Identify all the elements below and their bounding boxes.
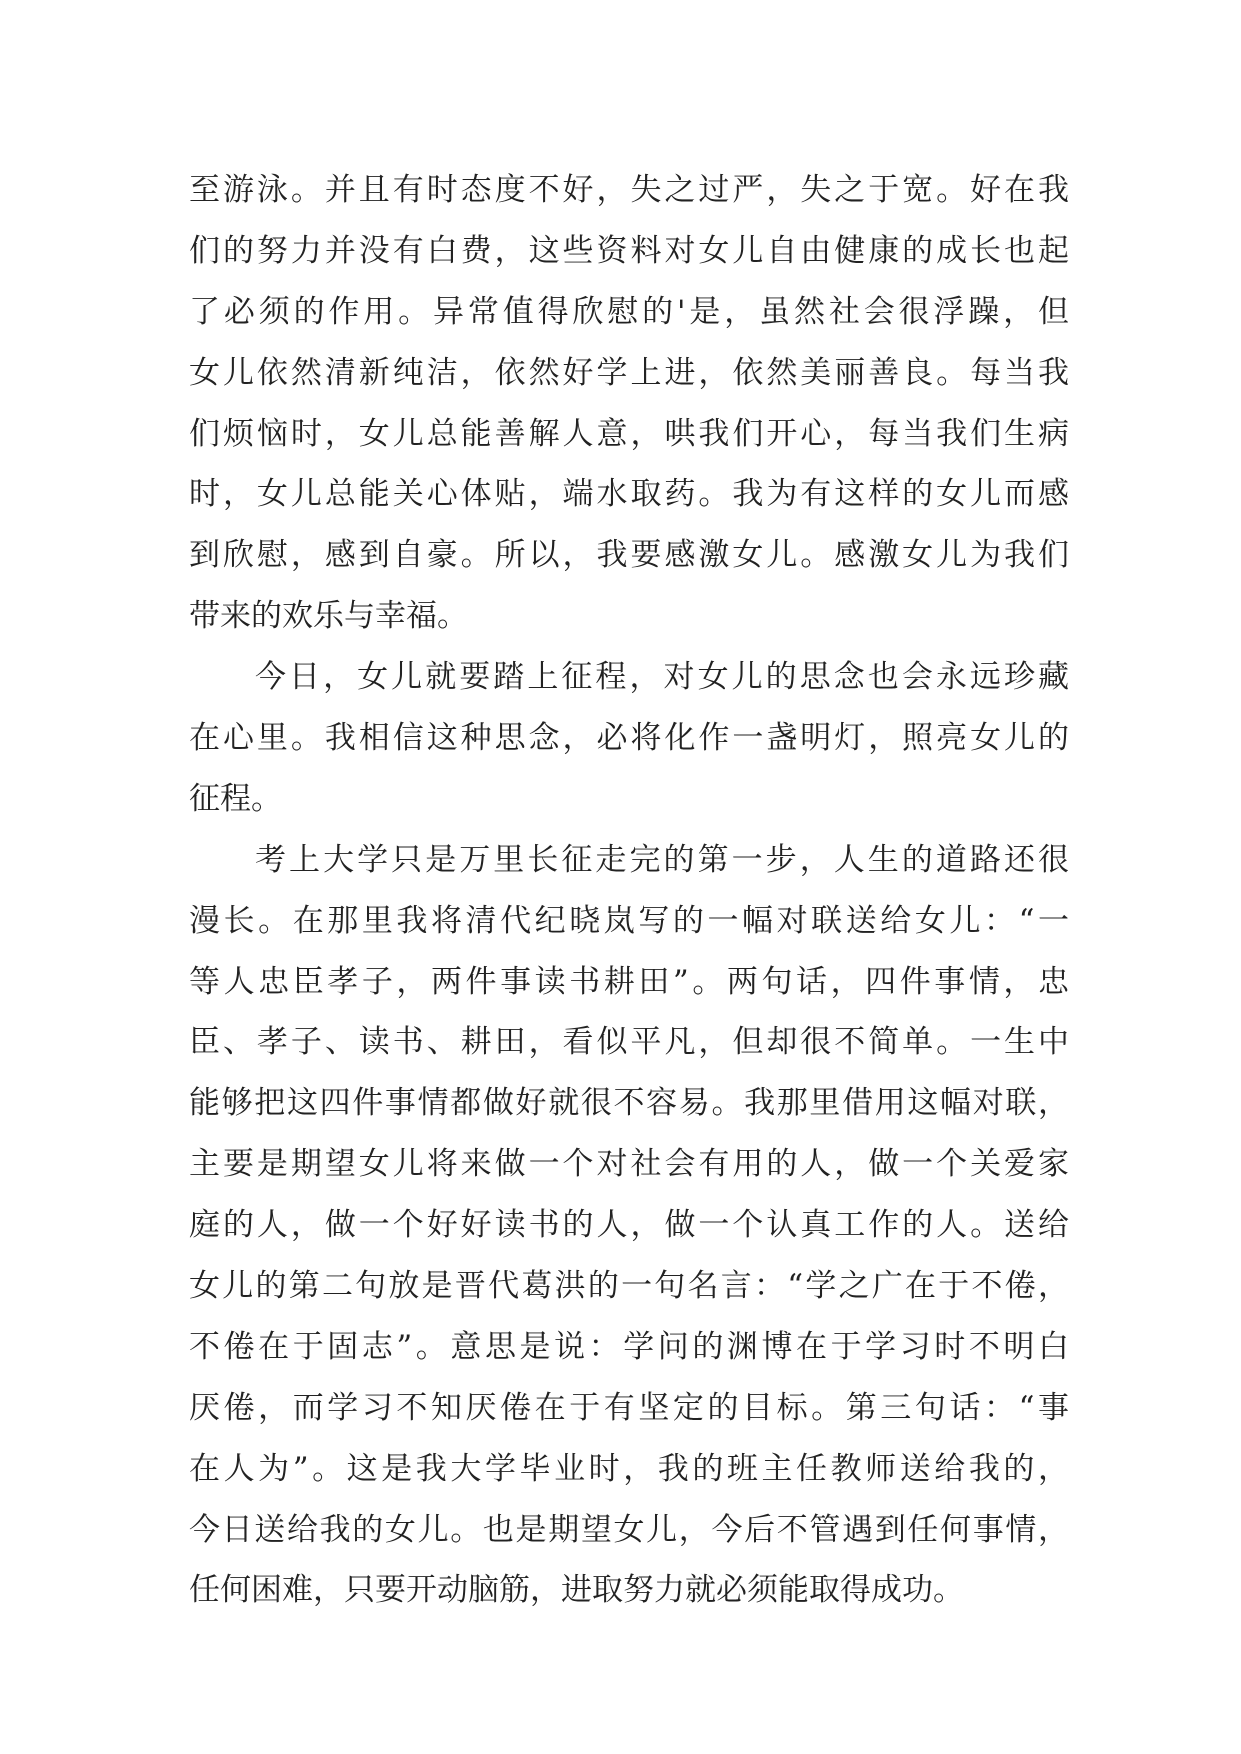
text-line: 时，女儿总能关心体贴，端水取药。我为有这样的女儿而感 bbox=[189, 476, 1069, 513]
text-line: 们的努力并没有白费，这些资料对女儿自由健康的成长也起 bbox=[189, 232, 1069, 269]
text-line: 不倦在于固志”。意思是说：学问的渊博在于学习时不明白 bbox=[189, 1328, 1069, 1365]
text-line: 厌倦，而学习不知厌倦在于有坚定的目标。第三句话：“事 bbox=[189, 1389, 1069, 1426]
text-line: 带来的欢乐与幸福。 bbox=[189, 598, 468, 635]
text-line: 们烦恼时，女儿总能善解人意，哄我们开心，每当我们生病 bbox=[189, 415, 1069, 452]
text-line: 考上大学只是万里长征走完的第一步，人生的道路还很 bbox=[255, 841, 1069, 878]
text-line: 征程。 bbox=[189, 780, 282, 817]
text-line: 漫长。在那里我将清代纪晓岚写的一幅对联送给女儿：“一 bbox=[189, 902, 1069, 939]
text-line: 主要是期望女儿将来做一个对社会有用的人，做一个关爱家 bbox=[189, 1146, 1069, 1183]
text-line: 等人忠臣孝子，两件事读书耕田”。两句话，四件事情，忠 bbox=[189, 963, 1069, 1000]
text-line: 任何困难，只要开动脑筋，进取努力就必须能取得成功。 bbox=[189, 1572, 964, 1609]
text-line: 在人为”。这是我大学毕业时，我的班主任教师送给我的， bbox=[189, 1450, 1069, 1487]
text-line: 今日，女儿就要踏上征程，对女儿的思念也会永远珍藏 bbox=[255, 659, 1069, 696]
text-line: 了必须的作用。异常值得欣慰的'是，虽然社会很浮躁，但 bbox=[189, 293, 1069, 330]
text-line: 臣、孝子、读书、耕田，看似平凡，但却很不简单。一生中 bbox=[189, 1024, 1069, 1061]
body-text bbox=[189, 160, 1069, 1621]
text-line: 今日送给我的女儿。也是期望女儿，今后不管遇到任何事情， bbox=[189, 1511, 1069, 1548]
text-line: 女儿的第二句放是晋代葛洪的一句名言：“学之广在于不倦， bbox=[189, 1268, 1069, 1305]
text-line: 至游泳。并且有时态度不好，失之过严，失之于宽。好在我 bbox=[189, 172, 1069, 208]
text-line: 庭的人，做一个好好读书的人，做一个认真工作的人。送给 bbox=[189, 1207, 1069, 1244]
text-line: 女儿依然清新纯洁，依然好学上进，依然美丽善良。每当我 bbox=[189, 354, 1069, 391]
text-line: 在心里。我相信这种思念，必将化作一盏明灯，照亮女儿的 bbox=[189, 720, 1069, 757]
text-line: 到欣慰，感到自豪。所以，我要感激女儿。感激女儿为我们 bbox=[189, 537, 1069, 574]
text-line: 能够把这四件事情都做好就很不容易。我那里借用这幅对联， bbox=[189, 1085, 1069, 1122]
